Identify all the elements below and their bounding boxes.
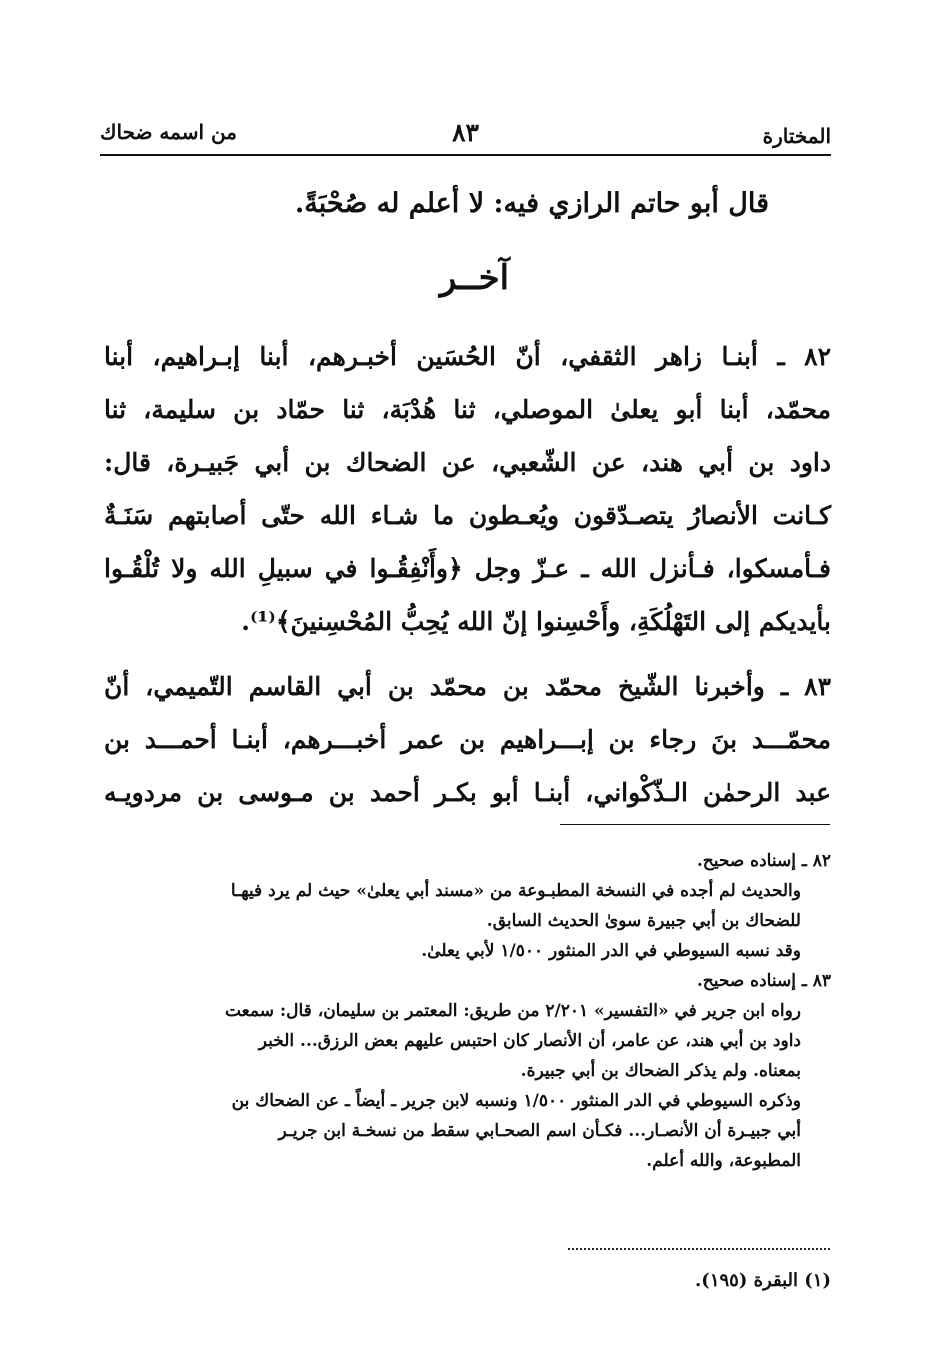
footnote-83-line: بمعناه. ولم يذكر الضحاك بن أبي جبيرة. — [520, 1061, 801, 1081]
paragraph-82-line: فـأمسكوا، فـأنزل الله ـ عـزّ وجل ﴿وأَنْفِقُـوا في سبيلِ الله ولا تُلْقُـوا — [104, 554, 831, 583]
footnotes — [104, 846, 831, 1176]
footnote-82-heading: ٨٢ ـ إسناده صحيح. — [696, 851, 831, 871]
footnote-82-line: وقد نسبه السيوطي في الدر المنثور ١/٥٠٠ لأبي يعلىٰ. — [421, 941, 801, 961]
paragraph-82-line: داود بن أبي هند، عن الشّعبي، عن الضحاك بن أبي جَبيـرة، قال: — [104, 448, 831, 477]
paragraph-83-line: عبد الرحمٰن الـذّكْواني، أبنـا أبو بكـر أحمد بن مـوسى بن مردويـه — [104, 778, 831, 807]
paragraph-83-line: ٨٣ ـ وأخبرنا الشّيخ محمّد بن محمّد بن أبي القاسم التّميمي، أنّ — [104, 672, 831, 701]
footnote-82-line: والحديث لم أجده في النسخة المطبـوعة من «مسند أبي يعلىٰ» حيث لم يرد فيهـا — [230, 881, 801, 901]
paragraph-gap — [104, 648, 831, 660]
footnote-83-line: رواه ابن جرير في «التفسير» ٢/٢٠١ من طريق: المعتمر بن سليمان، قال: سمعت — [224, 1001, 801, 1021]
quran-reference: (١) البقرة (١٩٥). — [695, 1270, 831, 1291]
chapter-title: من اسمه ضحاك — [100, 120, 237, 144]
footnote-83-line: داود بن أبي هند، عن عامر، أن الأنصار كان احتبس عليهم بعض الرزق... الخبر — [258, 1031, 801, 1051]
section-title: آخــر — [439, 258, 510, 298]
paragraph-82-line: كـانت الأنصارُ يتصـدّقون ويُعـطون ما شـاء الله حتّى أصابتهم سَنَـةٌ — [104, 501, 831, 530]
intro-line: قال أبو حاتم الرازي فيه: لا أعلم له صُحْبَةً. — [294, 188, 769, 219]
paragraph-82-line: محمّد، أبنا أبو يعلىٰ الموصلي، ثنا هُدْبَة، ثنا حمّاد بن سليمة، ثنا — [104, 395, 831, 424]
book-title: المختارة — [762, 124, 831, 148]
footnote-83-line: المطبوعة، والله أعلم. — [646, 1151, 801, 1171]
paragraph-82-line: بأيديكم إلى التَهْلُكَةِ، وأَحْسِنوا إنّ الله يُحِبُّ المُحْسِنينَ﴾⁽¹⁾. — [241, 607, 831, 636]
running-header — [100, 118, 831, 156]
footnote-divider — [560, 824, 830, 825]
main-text — [104, 330, 831, 819]
paragraph-82-line: ٨٢ ـ أبنـا زاهر الثقفي، أنّ الحُسَين أخبـرهم، أبنا إبـراهيم، أبنا — [104, 342, 831, 371]
page-number: ٨٣ — [452, 118, 479, 147]
footnote-83-line: أبي جبيـرة أن الأنصـار... فكـأن اسم الصحـابي سقط من نسخـة ابن جريـر — [278, 1121, 801, 1141]
reference-divider — [568, 1248, 830, 1250]
footnote-83-heading: ٨٣ ـ إسناده صحيح. — [696, 971, 831, 991]
footnote-83-line: وذكره السيوطي في الدر المنثور ١/٥٠٠ ونسبه لابن جرير ـ أيضاً ـ عن الضحاك بن — [231, 1091, 801, 1111]
paragraph-83-line: محمّـــد بنَ رجاء بن إبـــراهيم بن عمر أخبـــرهم، أبنـا أحمـــد بن — [104, 725, 831, 754]
footnote-82-line: للضحاك بن أبي جبيرة سوىٰ الحديث السابق. — [486, 911, 801, 931]
